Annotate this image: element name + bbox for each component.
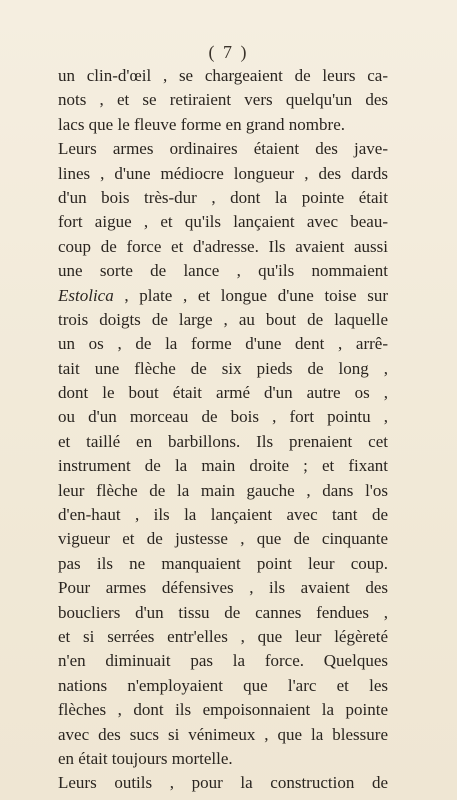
paragraph-start-line: Leurs armes ordinaires étaient des jave-	[58, 139, 388, 159]
text-line: et si serrées entr'elles , que leur légèreté	[58, 626, 388, 646]
text-line: ou d'un morceau de bois , fort pointu ,	[58, 407, 388, 427]
text-line: un os , de la forme d'une dent , arrê-	[58, 334, 388, 354]
italic-term: Estolica	[58, 285, 114, 305]
text-line: tait une flèche de six pieds de long ,	[58, 358, 388, 378]
text-line: coup de force et d'adresse. Ils avaient aussi	[58, 236, 388, 256]
text-line: lines , d'une médiocre longueur , des dards	[58, 163, 388, 183]
text-line: un clin-d'œil , se chargeaient de leurs ca-	[58, 66, 388, 85]
text-line: Estolica , plate , et longue d'une toise sur	[58, 285, 388, 305]
text-line: Pour armes défensives , ils avaient des	[58, 578, 388, 598]
text-line: nations n'employaient que l'arc et les	[58, 675, 388, 695]
text-line: en était toujours mortelle.	[58, 748, 233, 768]
body-text	[58, 64, 388, 796]
text-line: d'en-haut , ils la lançaient avec tant de	[58, 505, 388, 525]
text-line: boucliers d'un tissu de cannes fendues ,	[58, 602, 388, 622]
text-line: d'un bois très-dur , dont la pointe était	[58, 187, 388, 207]
text-line: trois doigts de large , au bout de laquelle	[58, 309, 388, 329]
paragraph-start-line: Leurs outils , pour la construction de	[58, 773, 388, 793]
text-line: lacs que le fleuve forme en grand nombre.	[58, 114, 345, 134]
text-line: avec des sucs si vénimeux , que la blessure	[58, 724, 388, 744]
text-line: leur flèche de la main gauche , dans l'os	[58, 480, 388, 500]
text-line: nots , et se retiraient vers quelqu'un des	[58, 90, 388, 110]
text-line: n'en diminuait pas la force. Quelques	[58, 651, 388, 671]
text-line: et taillé en barbillons. Ils prenaient cet	[58, 431, 388, 451]
page-number: ( 7 )	[208, 42, 249, 62]
text-line: instrument de la main droite ; et fixant	[58, 456, 388, 476]
text-line: dont le bout était armé d'un autre os ,	[58, 383, 388, 403]
text-line: vigueur et de justesse , que de cinquante	[58, 529, 388, 549]
text-line: une sorte de lance , qu'ils nommaient	[58, 261, 388, 281]
text-line: flèches , dont ils empoisonnaient la pointe	[58, 700, 388, 720]
text-line: pas ils ne manquaient point leur coup.	[58, 553, 388, 573]
text-line: fort aigue , et qu'ils lançaient avec beau-	[58, 212, 388, 232]
